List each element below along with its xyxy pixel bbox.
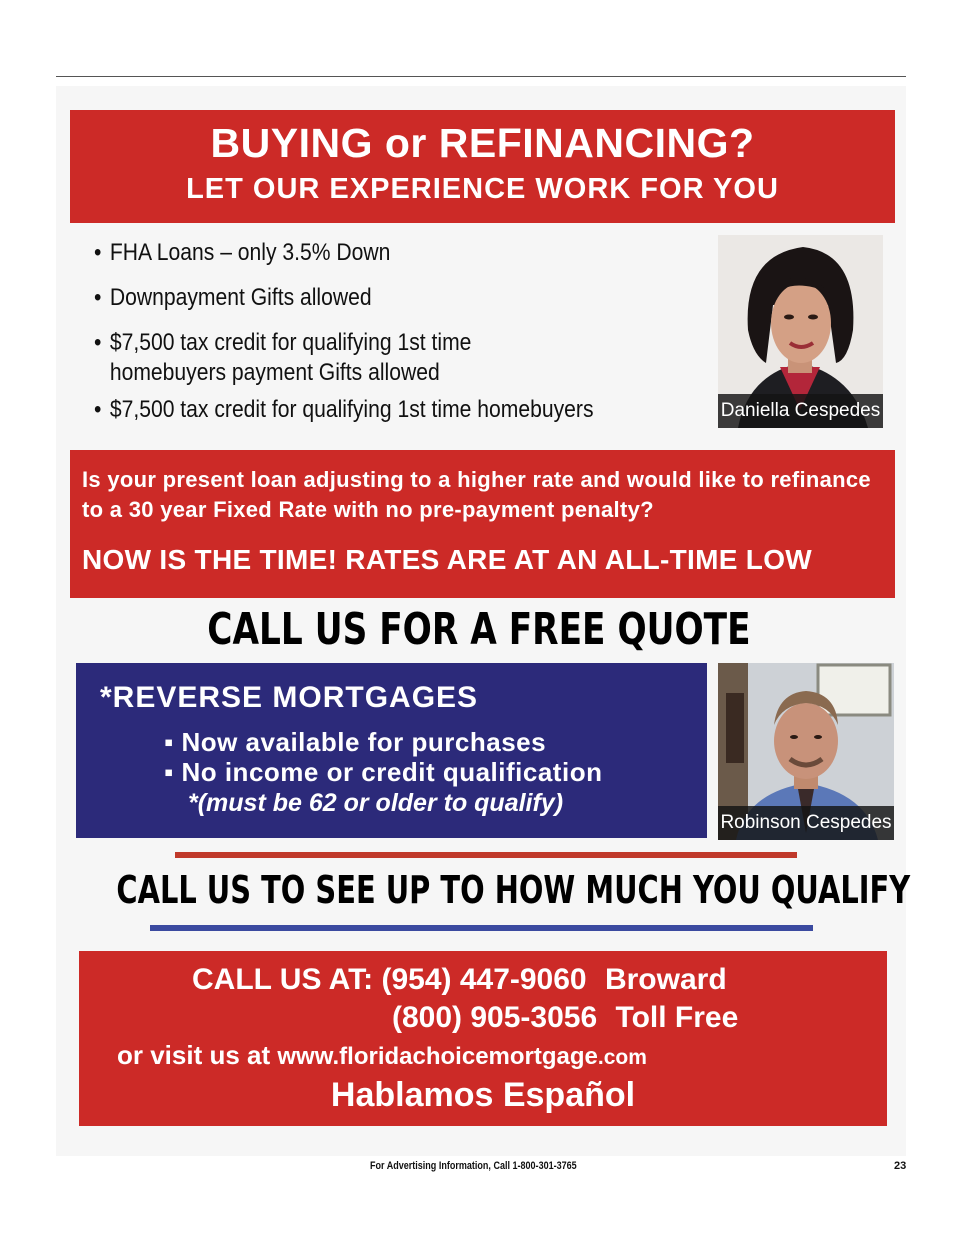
reverse-title: *REVERSE MORTGAGES [100, 681, 479, 714]
benefit-item: • $7,500 tax credit for qualifying 1st time [94, 329, 472, 356]
phone-broward[interactable]: (954) 447-9060 [381, 963, 587, 996]
benefit-item-continued: homebuyers payment Gifts allowed [109, 359, 440, 386]
agent2-caption: Robinson Cespedes [718, 806, 894, 840]
divider-blue [150, 925, 813, 931]
banner-subtitle: LET OUR EXPERIENCE WORK FOR YOU [186, 173, 779, 205]
top-rule [56, 76, 906, 77]
rates-headline: NOW IS THE TIME! RATES ARE AT AN ALL-TIME LOW [82, 544, 813, 575]
refinance-banner [70, 450, 895, 598]
contact-line-broward: CALL US AT: (954) 447-9060 Broward [192, 963, 727, 996]
banner-title: BUYING or REFINANCING? [210, 120, 755, 166]
reverse-age-note: *(must be 62 or older to qualify) [188, 789, 564, 817]
divider-red [175, 852, 797, 858]
reverse-mortgage-box [76, 663, 707, 838]
website-line: or visit us at www.floridachoicemortgage.com [117, 1040, 647, 1070]
contact-line-tollfree: (800) 905-3056 Toll Free [392, 1001, 739, 1034]
reverse-item: ▪ No income or credit qualification [164, 757, 603, 787]
agent1-caption: Daniella Cespedes [718, 394, 883, 428]
contact-banner [79, 951, 887, 1126]
benefit-item: • $7,500 tax credit for qualifying 1st time homebuyers [94, 396, 594, 423]
reverse-item: ▪ Now available for purchases [164, 727, 547, 757]
website-link[interactable]: www.floridachoicemortgage.com [277, 1043, 647, 1070]
spanish-note: Hablamos Español [330, 1076, 636, 1114]
refinance-question: Is your present loan adjusting to a higher rate and would like to refinance to a 30 year Fixed Rate with no pre-payment penalty? [82, 467, 871, 522]
benefit-item: • Downpayment Gifts allowed [94, 284, 372, 311]
benefits-list [94, 238, 622, 440]
phone-tollfree[interactable]: (800) 905-3056 [392, 1001, 598, 1034]
header-banner [70, 110, 895, 223]
agent-photo-robinson [718, 663, 894, 840]
benefit-item: • FHA Loans – only 3.5% Down [94, 239, 391, 266]
free-quote-headline: CALL US FOR A FREE QUOTE [207, 604, 751, 655]
qualify-headline: CALL US TO SEE UP TO HOW MUCH YOU QUALIFY [116, 868, 911, 912]
page-number: 23 [894, 1160, 907, 1172]
agent-photo-daniella [718, 235, 883, 428]
footer-advertising-text: For Advertising Information, Call 1-800-301-3765 [370, 1160, 577, 1172]
